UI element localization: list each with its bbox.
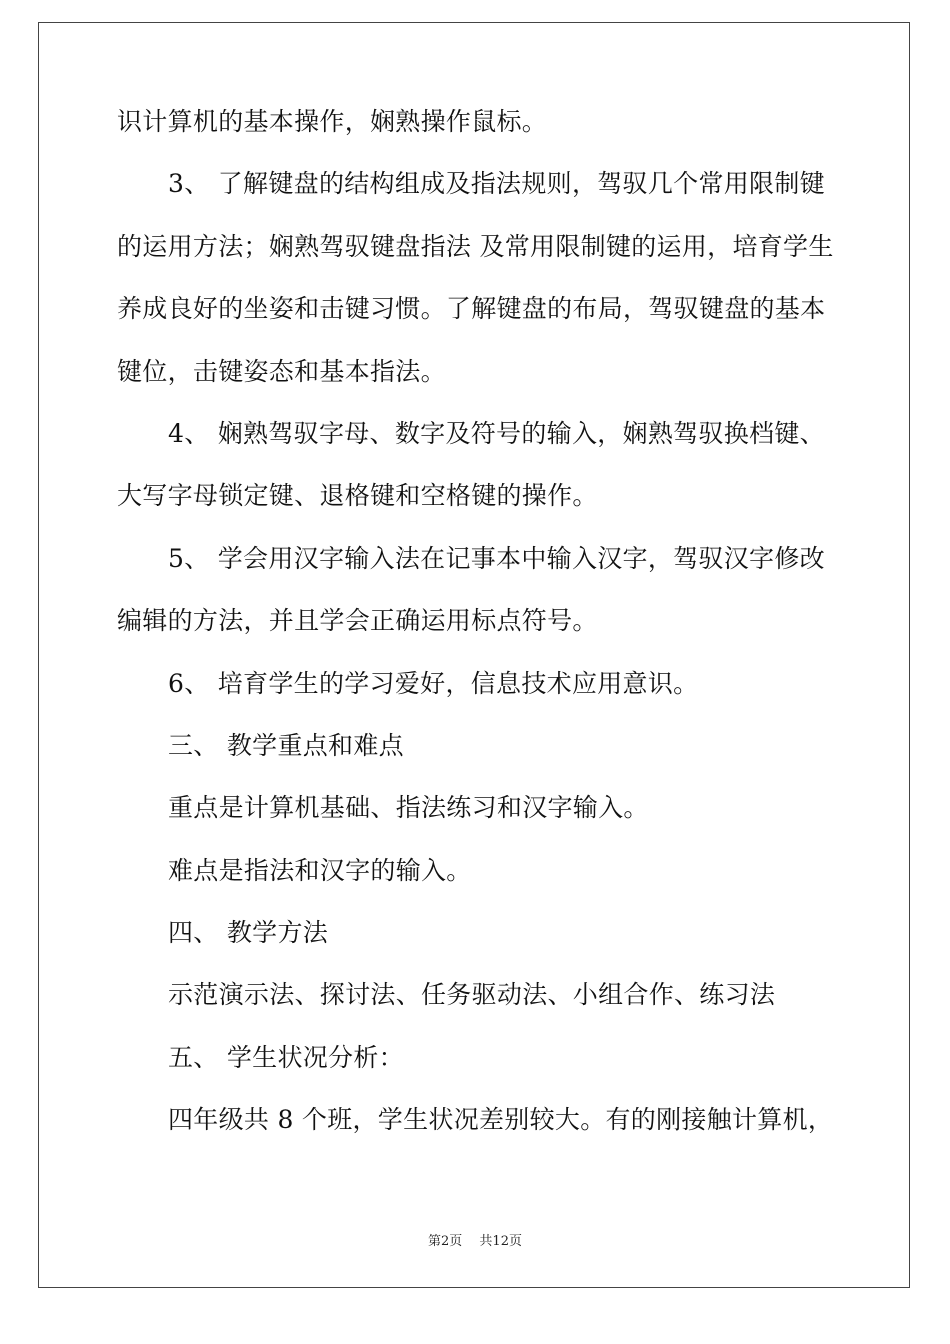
text-line: 4、 娴熟驾驭字母、数字及符号的输入，娴熟驾驭换档键、 (168, 419, 825, 448)
text-line: 四年级共 8 个班，学生状况差别较大。有的刚接触计算机， (168, 1105, 834, 1134)
text-line: 3、 了解键盘的结构组成及指法规则，驾驭几个常用限制键 (168, 169, 825, 198)
text-line: 难点是指法和汉字的输入。 (168, 856, 472, 885)
text-line: 编辑的方法，并且学会正确运用标点符号。 (117, 606, 598, 635)
text-line: 6、 培育学生的学习爱好，信息技术应用意识。 (168, 669, 699, 698)
page-border (38, 22, 910, 1288)
text-line: 识计算机的基本操作，娴熟操作鼠标。 (117, 107, 548, 136)
section-heading: 五、 学生状况分析： (168, 1043, 404, 1072)
text-line: 键位，击键姿态和基本指法。 (117, 357, 446, 386)
page-number-footer: 第2页 共12页 (428, 1234, 522, 1249)
section-heading: 三、 教学重点和难点 (168, 731, 404, 760)
text-line: 示范演示法、探讨法、任务驱动法、小组合作、练习法 (168, 980, 776, 1009)
text-line: 大写字母锁定键、退格键和空格键的操作。 (117, 481, 598, 510)
text-line: 的运用方法；娴熟驾驭键盘指法 及常用限制键的运用，培育学生 (117, 232, 834, 261)
text-line: 重点是计算机基础、指法练习和汉字输入。 (168, 793, 649, 822)
text-line: 养成良好的坐姿和击键习惯。了解键盘的布局，驾驭键盘的基本 (117, 294, 826, 323)
section-heading: 四、 教学方法 (168, 918, 329, 947)
text-line: 5、 学会用汉字输入法在记事本中输入汉字，驾驭汉字修改 (168, 544, 825, 573)
